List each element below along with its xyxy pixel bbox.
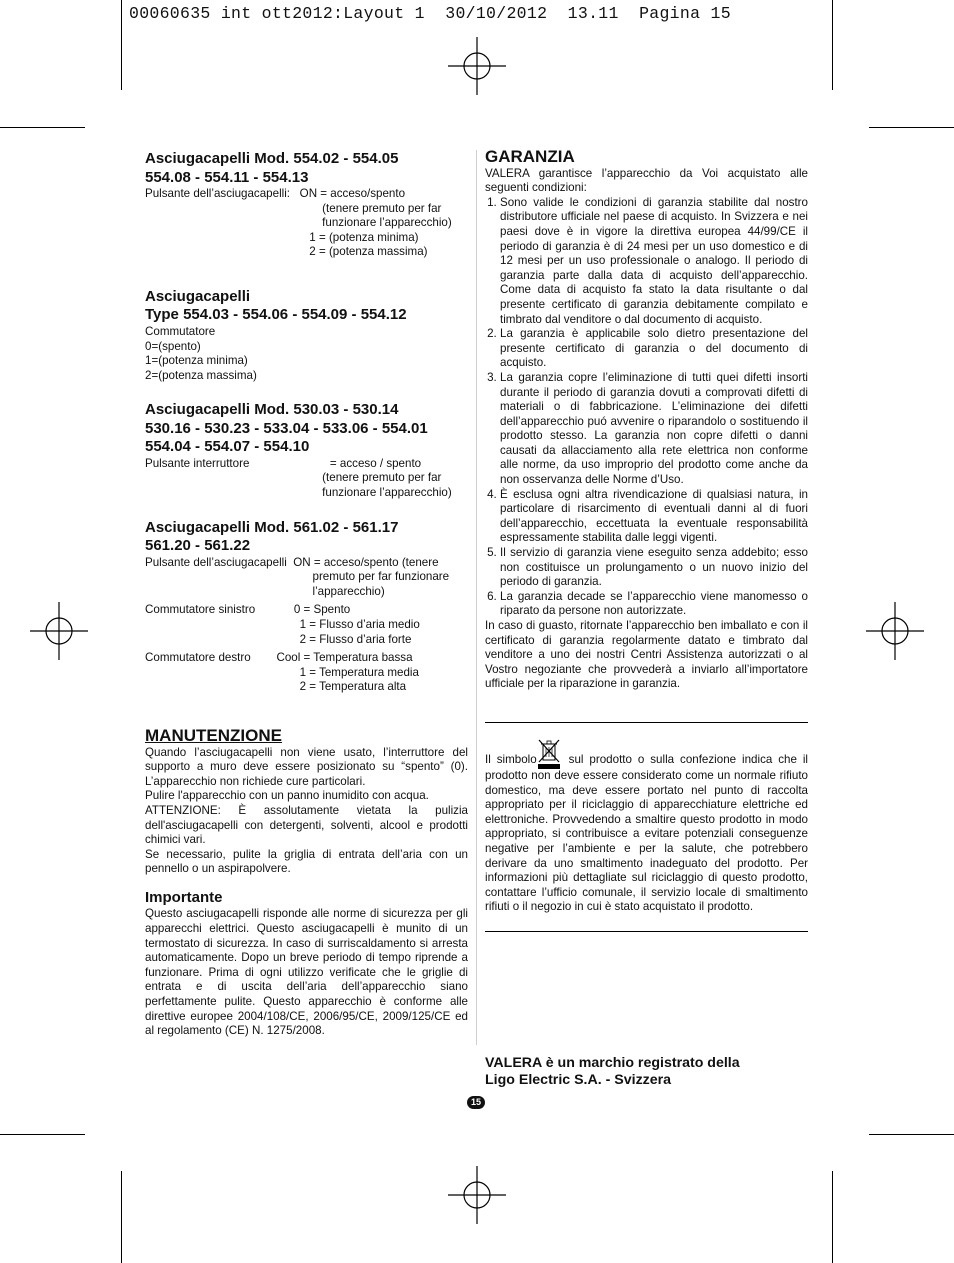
model-title: Asciugacapelli Mod. 554.02 - 554.05 554.08 - 554.11 - 554.13 (145, 150, 399, 186)
weee-prefix: Il simbolo (485, 752, 537, 766)
controls-table: Pulsante interruttore = acceso / spento (tenere premuto per far funzionare l’apparecchio) (145, 456, 452, 500)
crop-mark (869, 127, 954, 128)
divider (485, 931, 808, 932)
registration-mark-icon (866, 602, 924, 660)
list-item: 1. Sono valide le condizioni di garanzia stabilite dal nostro distributore ufficiale nel paese di acquisto. In Svizzera e nei paesi dove è in vigore la direttiva europea 44/99/CE il periodo di garanzia è di 24 mesi per un uso domestico e di 12 mesi per un uso professionale o analogo. Il periodo di garanzia parte dalla data di acquisto dell’apparecchio. Come data di acquisto fa stato la data risultante o dal presente certificato di garanzia debitamente compilato e timbrato dal venditore o dal documento di acquisto. (500, 196, 808, 327)
weee-text: sul prodotto o sulla confezione indica che il prodotto non deve essere considerato come un normale rifiuto domestico, ma deve essere portato nel punto di raccolta appropriato per il riciclaggio di apparecchiature elettriche ed elettroniche. Provvedendo a smaltire questo prodotto in modo appropriato, si contribuisce a evitare potenziali conseguenze negative per l’ambiente e per la salute, che potrebbero derivare da uno smaltimento inadeguato del prodotto. Per informazioni più dettagliate sul riciclaggio di questo prodotto, contattare l’ufficio comunale, il servizio locale di smaltimento rifiuti o il negozio in cui è stato acquistato il prodotto. (485, 752, 808, 914)
model-title: Asciugacapelli Mod. 530.03 - 530.14 530.16 - 530.23 - 533.04 - 533.06 - 554.01 554.04 - 554.07 - 554.10 (145, 401, 428, 456)
controls-table: Commutatore destro Cool = Temperatura bassa 1 = Temperatura media 2 = Temperatura alta (145, 651, 419, 694)
list-item: 4. È esclusa ogni altra rivendicazione di qualsiasi natura, in particolare di risarcimento di eventuali danni al di fuori dell’apparecchio, eccettuata la eventuale responsabilità espressamente stabilita dalle leggi vigenti. (500, 488, 808, 546)
model-block-4 (145, 519, 468, 695)
paragraph: ATTENZIONE: È assolutamente vietata la pulizia dell'asciugacapelli con detergenti, solventi, alcool e prodotti chimici vari. (145, 803, 468, 847)
paragraph: VALERA garantisce l’apparecchio da Voi acquistato alle seguenti condizioni: (485, 166, 808, 195)
list-item: 6. La garanzia decade se l’apparecchio viene manomesso o riparato da persone non autorizzate. (500, 590, 808, 619)
controls-table: Pulsante dell’asciugacapelli: ON = acceso/spento (tenere premuto per far funzionare l’apparecchio) 1 = (potenza minima) 2 = (potenza massima) (145, 187, 452, 259)
list-item: 5. Il servizio di garanzia viene eseguito senza addebito; esso non costituisce un prolungamento o un nuovo inizio del periodo di garanzia. (500, 546, 808, 590)
warranty-section (485, 147, 808, 692)
crop-mark (869, 1134, 954, 1135)
paragraph (485, 739, 808, 915)
warranty-list (485, 196, 808, 619)
registration-mark-icon (30, 602, 88, 660)
paragraph: Quando l’asciugacapelli non viene usato, l’interruttore del supporto a muro deve essere posizionato su “spento” (0). L’apparecchio non richiede cure particolari. (145, 745, 468, 788)
column-divider (476, 150, 477, 1045)
model-block-2 (145, 288, 468, 383)
section-heading: Importante (145, 888, 223, 906)
important-section (145, 889, 468, 1039)
model-title: Asciugacapelli Mod. 561.02 - 561.17 561.20 - 561.22 (145, 518, 399, 555)
list-item: 2. La garanzia è applicabile solo dietro presentazione del presente certificato di garanzia o del documento di acquisto. (500, 327, 808, 371)
crop-mark (121, 0, 122, 90)
list-item: 3. La garanzia copre l’eliminazione di tutti quei difetti insorti durante il periodo di garanzia dovuti a comprovati difetti di materiali o di fabbricazione. L’eliminazione dei difetti dell’apparecchio puó avvenire o riparandolo o sostituendo il prodotto stesso. La garanzia non copre difetti o danni causati da allacciamento alla rete elettrica non conforme alle norme, da uso improprio del prodotto come anche da non osservanza delle Norme d’Uso. (500, 371, 808, 488)
print-slug: 00060635 int ott2012:Layout 1 30/10/2012 13.11 Pagina 15 (129, 4, 731, 23)
paragraph: Questo asciugacapelli risponde alle norme di sicurezza per gli apparecchi elettrici. Questo asciugacapelli è munito di un termostato di sicurezza. In caso di surriscaldamento si arresta automaticamente. Dopo un breve periodo di tempo riprende a funzionare. Prima di ogni utilizzo verificate che le griglie di entrata e di uscita dell’aria dell’apparecchio siano perfettamente pulite. Questo apparecchio è conforme alle direttive europee 2004/108/CE, 2006/95/CE, 2009/125/CE ed al regolamento (CE) N. 1275/2008. (145, 907, 468, 1038)
brand-notice: VALERA è un marchio registrato della Ligo Electric S.A. - Svizzera (485, 1055, 740, 1088)
crop-mark (832, 0, 833, 90)
controls-table: Commutatore sinistro 0 = Spento 1 = Flusso d’aria medio 2 = Flusso d’aria forte (145, 603, 420, 646)
model-block-1 (145, 150, 468, 260)
paragraph: Se necessario, pulite la griglia di entrata dell’aria con un pennello o un aspirapolvere. (145, 847, 468, 876)
weee-notice (485, 739, 808, 915)
divider (485, 722, 808, 723)
paragraph: Pulire l'apparecchio con un panno inumidito con acqua. (145, 789, 429, 803)
registration-mark-icon (448, 37, 506, 95)
section-heading: MANUTENZIONE (145, 725, 282, 745)
controls-table: Commutatore 0=(spento) 1=(potenza minima) 2=(potenza massima) (145, 324, 257, 382)
crossed-bin-icon (537, 739, 561, 769)
section-heading: GARANZIA (485, 147, 575, 166)
crop-mark (0, 127, 85, 128)
registration-mark-icon (448, 1166, 506, 1224)
maintenance-section (145, 725, 468, 877)
paragraph: In caso di guasto, ritornate l’apparecchio ben imballato e con il certificato di garanzia regolarmente datato e timbrato dal venditore a uno dei nostri Centri Assistenza autorizzati o al Vostro negoziante che provvederà a inviarlo all’importatore ufficiale per la riparazione in garanzia. (485, 619, 808, 691)
model-block-3 (145, 401, 468, 500)
model-title: Asciugacapelli Type 554.03 - 554.06 - 554.09 - 554.12 (145, 287, 407, 324)
crop-mark (121, 1171, 122, 1263)
crop-mark (832, 1171, 833, 1263)
controls-table: Pulsante dell’asciugacapelli ON = acceso/spento (tenere premuto per far funzionare l’apparecchio) (145, 555, 450, 598)
left-column (145, 150, 468, 1039)
page-number-badge: 15 (467, 1096, 485, 1109)
crop-mark (0, 1134, 85, 1135)
right-column (485, 147, 808, 932)
